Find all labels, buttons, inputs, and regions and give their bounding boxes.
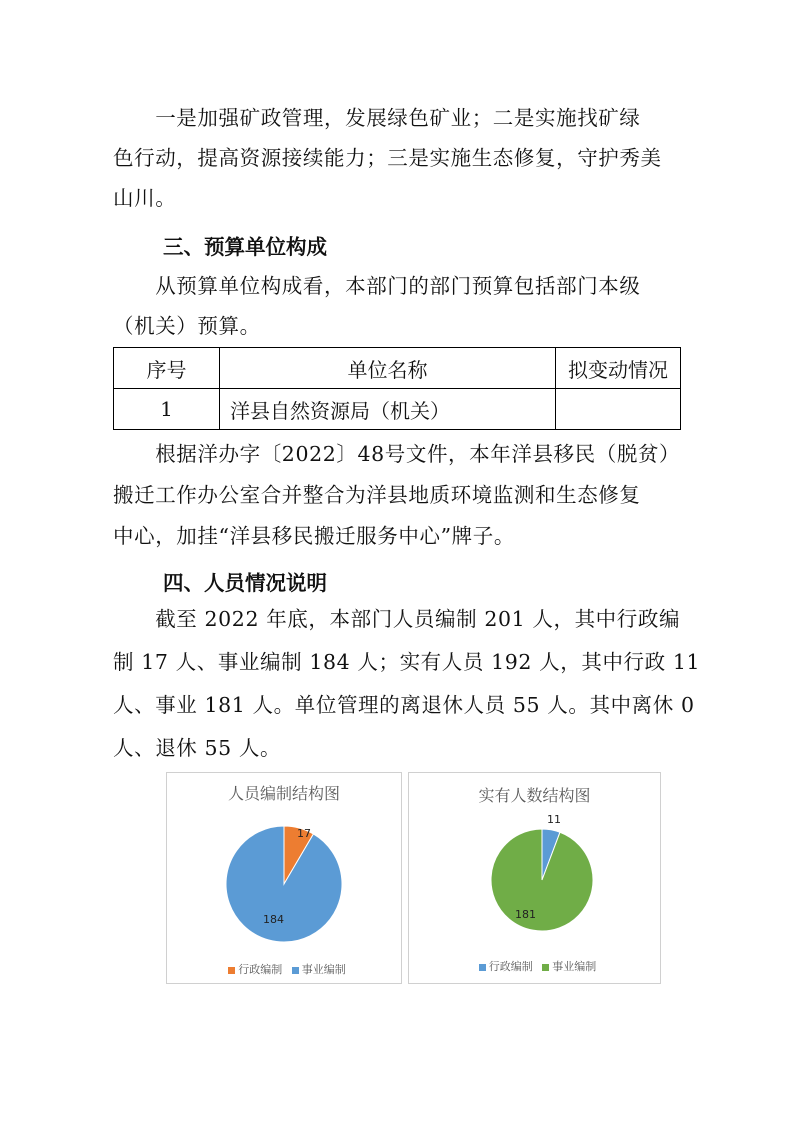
legend-swatch [479,964,486,971]
paragraph-line: 搬迁工作办公室合并整合为洋县地质环境监测和生态修复 [113,483,641,507]
paragraph-line: 根据洋办字〔2022〕48号文件，本年洋县移民（脱贫） [113,442,681,466]
paragraph-line: 人、退休 55 人。 [113,736,282,760]
section-heading-3: 三、预算单位构成 [163,235,327,259]
pie-slice [491,829,593,931]
paragraph-line: 人、事业 181 人。单位管理的离退休人员 55 人。其中离休 0 [113,693,695,717]
budget-unit-table [113,347,681,430]
legend-label: 事业编制 [552,960,597,973]
legend-swatch [228,967,235,974]
table-row [114,389,681,430]
chart-actual-staff-structure [408,772,661,984]
paragraph-line: 一是加强矿政管理，发展绿色矿业；二是实施找矿绿 [113,106,641,130]
legend-swatch [292,967,299,974]
paragraph-line: 山川。 [113,186,177,210]
paragraph-line: 截至 2022 年底，本部门人员编制 201 人，其中行政编 [113,607,681,631]
paragraph-line: 从预算单位构成看，本部门的部门预算包括部门本级 [113,274,641,298]
paragraph-line: （机关）预算。 [113,314,261,338]
pie-slice [226,826,342,942]
table-cell: 洋县自然资源局（机关） [220,389,556,430]
legend-swatch [542,964,549,971]
paragraph-line: 色行动，提高资源接续能力；三是实施生态修复，守护秀美 [113,146,662,170]
table-cell: 1 [114,389,220,430]
paragraph-line: 中心，加挂“洋县移民搬迁服务中心”牌子。 [113,524,515,548]
table-header-row [114,348,681,389]
legend-label: 行政编制 [238,963,283,976]
chart-legend [167,961,401,977]
data-label: 11 [547,813,561,826]
pie-chart-1 [409,773,660,983]
legend-label: 事业编制 [301,963,346,976]
data-label: 184 [263,913,284,926]
table-header-cell: 序号 [114,348,220,389]
legend-label: 行政编制 [488,960,533,973]
section-heading-4: 四、人员情况说明 [163,571,327,595]
data-label: 181 [515,908,536,921]
table-header-cell: 单位名称 [220,348,556,389]
chart-title: 实有人数结构图 [478,786,591,805]
table-cell [556,389,681,430]
table-header-cell: 拟变动情况 [556,348,681,389]
data-label: 17 [297,827,311,840]
pie-chart-0 [167,773,401,983]
chart-staffing-structure [166,772,402,984]
chart-title: 人员编制结构图 [227,784,340,803]
chart-legend [409,958,660,974]
paragraph-line: 制 17 人、事业编制 184 人；实有人员 192 人，其中行政 11 [113,650,701,674]
